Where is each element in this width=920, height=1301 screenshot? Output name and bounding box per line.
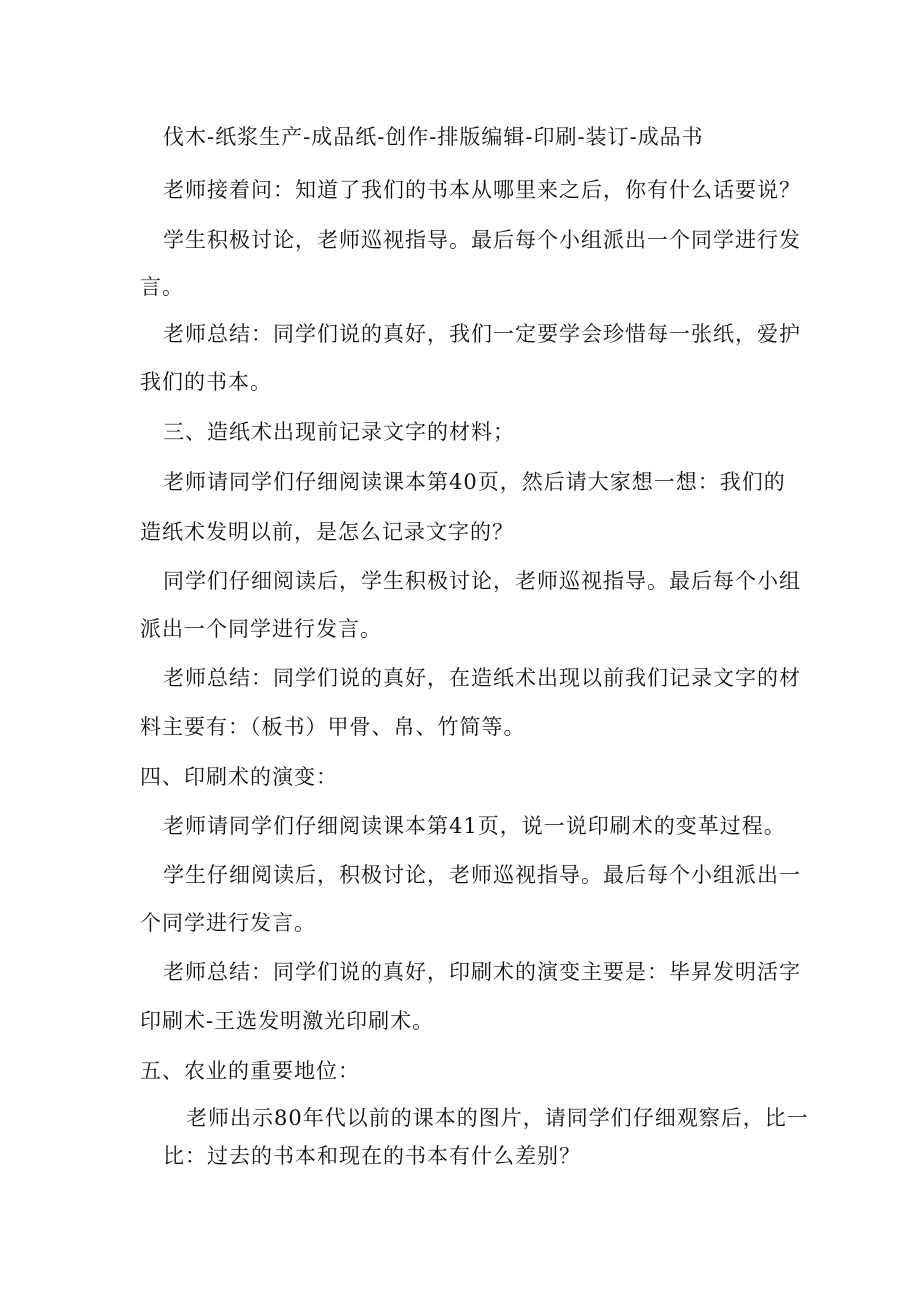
paragraph-line: 老师接着问：知道了我们的书本从哪里来之后，你有什么话要说？ — [163, 178, 801, 202]
paragraph-line: 造纸术发明以前，是怎么记录文字的？ — [140, 520, 514, 544]
paragraph-line: 老师总结：同学们说的真好，我们一定要学会珍惜每一张纸，爱护 — [163, 322, 801, 346]
paragraph-line: 我们的书本。 — [140, 370, 272, 394]
paragraph-line: 派出一个同学进行发言。 — [140, 617, 382, 641]
paragraph-line: 老师出示80年代以前的课本的图片，请同学们仔细观察后，比一 — [186, 1106, 809, 1130]
paragraph-line: 印刷术-王选发明激光印刷术。 — [140, 1009, 435, 1033]
paragraph-line: 个同学进行发言。 — [140, 911, 316, 935]
paragraph-line: 老师请同学们仔细阅读课本第41页，说一说印刷术的变革过程。 — [163, 814, 786, 838]
paragraph-line: 老师总结：同学们说的真好，印刷术的演变主要是：毕昇发明活字 — [163, 960, 801, 984]
section-heading-5: 五、农业的重要地位： — [140, 1059, 360, 1083]
paragraph-line: 言。 — [140, 275, 184, 299]
paragraph-line: 同学们仔细阅读后，学生积极讨论，老师巡视指导。最后每个小组 — [163, 569, 801, 593]
paragraph-line: 老师总结：同学们说的真好，在造纸术出现以前我们记录文字的材 — [163, 666, 801, 690]
section-heading-3: 三、造纸术出现前记录文字的材料； — [163, 420, 515, 444]
paragraph-line: 学生仔细阅读后，积极讨论，老师巡视指导。最后每个小组派出一 — [163, 863, 801, 887]
paragraph-line: 学生积极讨论，老师巡视指导。最后每个小组派出一个同学进行发 — [163, 228, 801, 252]
paragraph-line: 比：过去的书本和现在的书本有什么差别？ — [163, 1144, 581, 1168]
section-heading-4: 四、印刷术的演变： — [140, 765, 338, 789]
process-chain-line: 伐木-纸浆生产-成品纸-创作-排版编辑-印刷-装订-成品书 — [163, 125, 704, 149]
paragraph-line: 老师请同学们仔细阅读课本第40页，然后请大家想一想：我们的 — [163, 470, 786, 494]
paragraph-line: 料主要有：（板书）甲骨、帛、竹简等。 — [140, 715, 526, 739]
